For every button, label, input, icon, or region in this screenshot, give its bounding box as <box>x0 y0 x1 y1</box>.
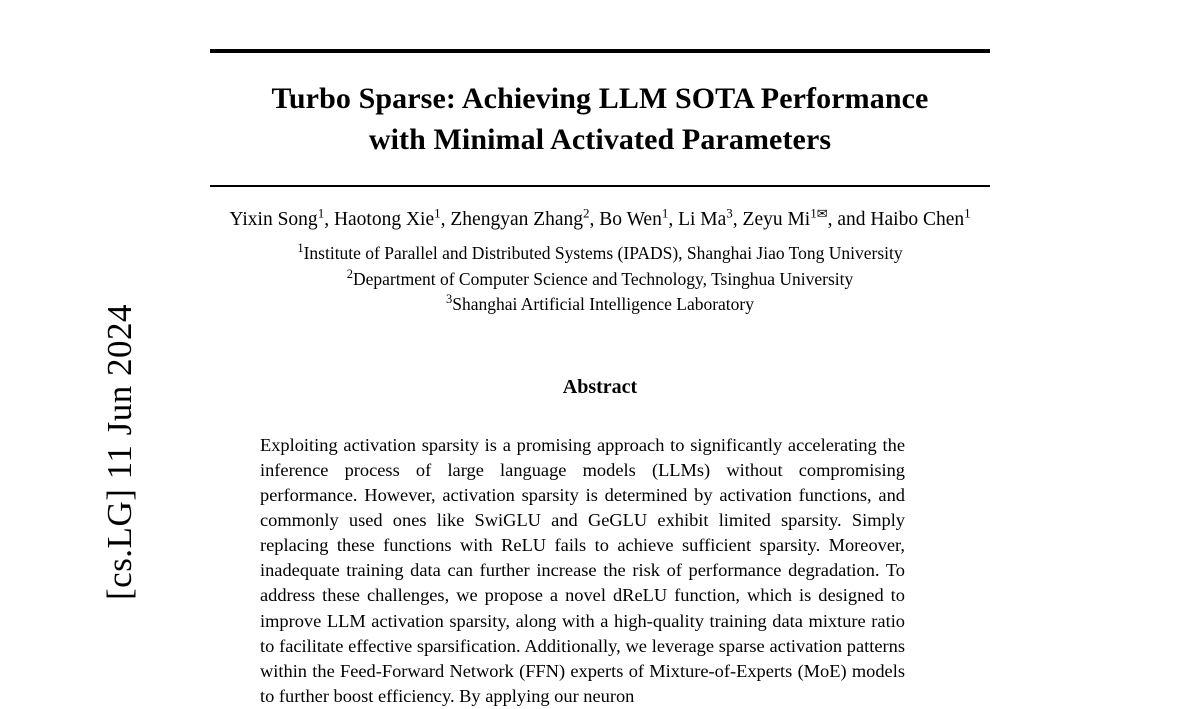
author-affil-marker: 1 <box>810 205 817 221</box>
affiliation-marker: 3 <box>445 291 453 306</box>
author-name: Zhengyan Zhang <box>450 209 584 231</box>
title-line-1: Turbo Sparse: Achieving LLM SOTA Performance <box>271 82 929 115</box>
abstract-paragraph: Exploiting activation sparsity is a promising approach to significantly accelerating the inference process of large language models (LLMs) without compromising performance. However, activation sparsity is determined by activation functions, and commonly used ones like SwiGLU and GeGLU exhibit limited sparsity. Simply replacing these functions with ReLU fails to achieve sufficient sparsity. Moreover, inadequate training data can further increase the risk of performance degradation. To address these challenges, we propose a novel dReLU function, which is designed to improve LLM activation sparsity, along with a high-quality training data mixture ratio to facilitate effective sparsification. Additionally, we leverage sparse activation patterns within the Feed-Forward Network (FFN) experts of Mixture-of-Experts (MoE) models to further boost efficiency. By applying our neuron <box>260 434 905 706</box>
affiliation-text: Institute of Parallel and Distributed Systems (IPADS), Shanghai Jiao Tong University <box>303 243 903 264</box>
affiliation-marker: 1 <box>297 241 304 256</box>
abstract-heading: Abstract <box>562 375 638 398</box>
author-separator: , <box>440 209 451 231</box>
author-affil-marker: 1 <box>661 205 669 221</box>
title-rule-top <box>210 49 990 53</box>
title-line-2: with Minimal Activated Parameters <box>368 122 832 156</box>
arxiv-stamp <box>0 0 139 648</box>
arxiv-stamp-text: [cs.LG] 11 Jun 2024 <box>100 304 139 600</box>
author-item <box>333 205 451 231</box>
affiliation-item <box>210 240 990 265</box>
author-affil-marker: 1 <box>964 205 971 221</box>
author-name: and Haibo Chen <box>837 209 965 231</box>
title-rule-bottom <box>210 185 990 187</box>
affiliation-item <box>210 291 990 316</box>
affiliation-text: Department of Computer Science and Technology, Tsinghua University <box>353 268 854 289</box>
author-item <box>450 205 600 231</box>
author-item <box>229 205 334 231</box>
author-list <box>210 206 990 232</box>
author-name: Zeyu Mi <box>742 209 811 231</box>
envelope-icon[interactable]: ✉ <box>816 205 828 221</box>
author-name: Bo Wen <box>599 209 662 231</box>
author-separator: , <box>668 209 679 231</box>
abstract-body <box>260 433 905 709</box>
paper-column <box>210 0 990 709</box>
paper-page <box>120 0 1200 706</box>
author-affil-marker: 2 <box>583 205 590 221</box>
author-affil-marker: 1 <box>317 205 325 221</box>
author-separator: , <box>324 209 334 231</box>
author-name: Yixin Song <box>229 209 318 231</box>
author-separator: , <box>732 209 743 231</box>
affiliation-text: Shanghai Artificial Intelligence Laboratory <box>452 293 754 314</box>
affiliation-list <box>210 240 990 315</box>
author-item <box>599 205 679 231</box>
author-name: Li Ma <box>678 209 727 231</box>
author-affil-marker: 3 <box>726 205 733 221</box>
author-affil-marker: 1 <box>434 205 441 221</box>
page-title <box>210 79 990 161</box>
author-item <box>742 205 838 231</box>
affiliation-item <box>210 266 990 291</box>
author-separator: , <box>589 209 600 231</box>
author-item <box>678 205 743 231</box>
author-separator: , <box>827 209 838 231</box>
author-name: Haotong Xie <box>333 209 435 231</box>
author-item <box>837 205 971 231</box>
affiliation-marker: 2 <box>346 266 353 281</box>
